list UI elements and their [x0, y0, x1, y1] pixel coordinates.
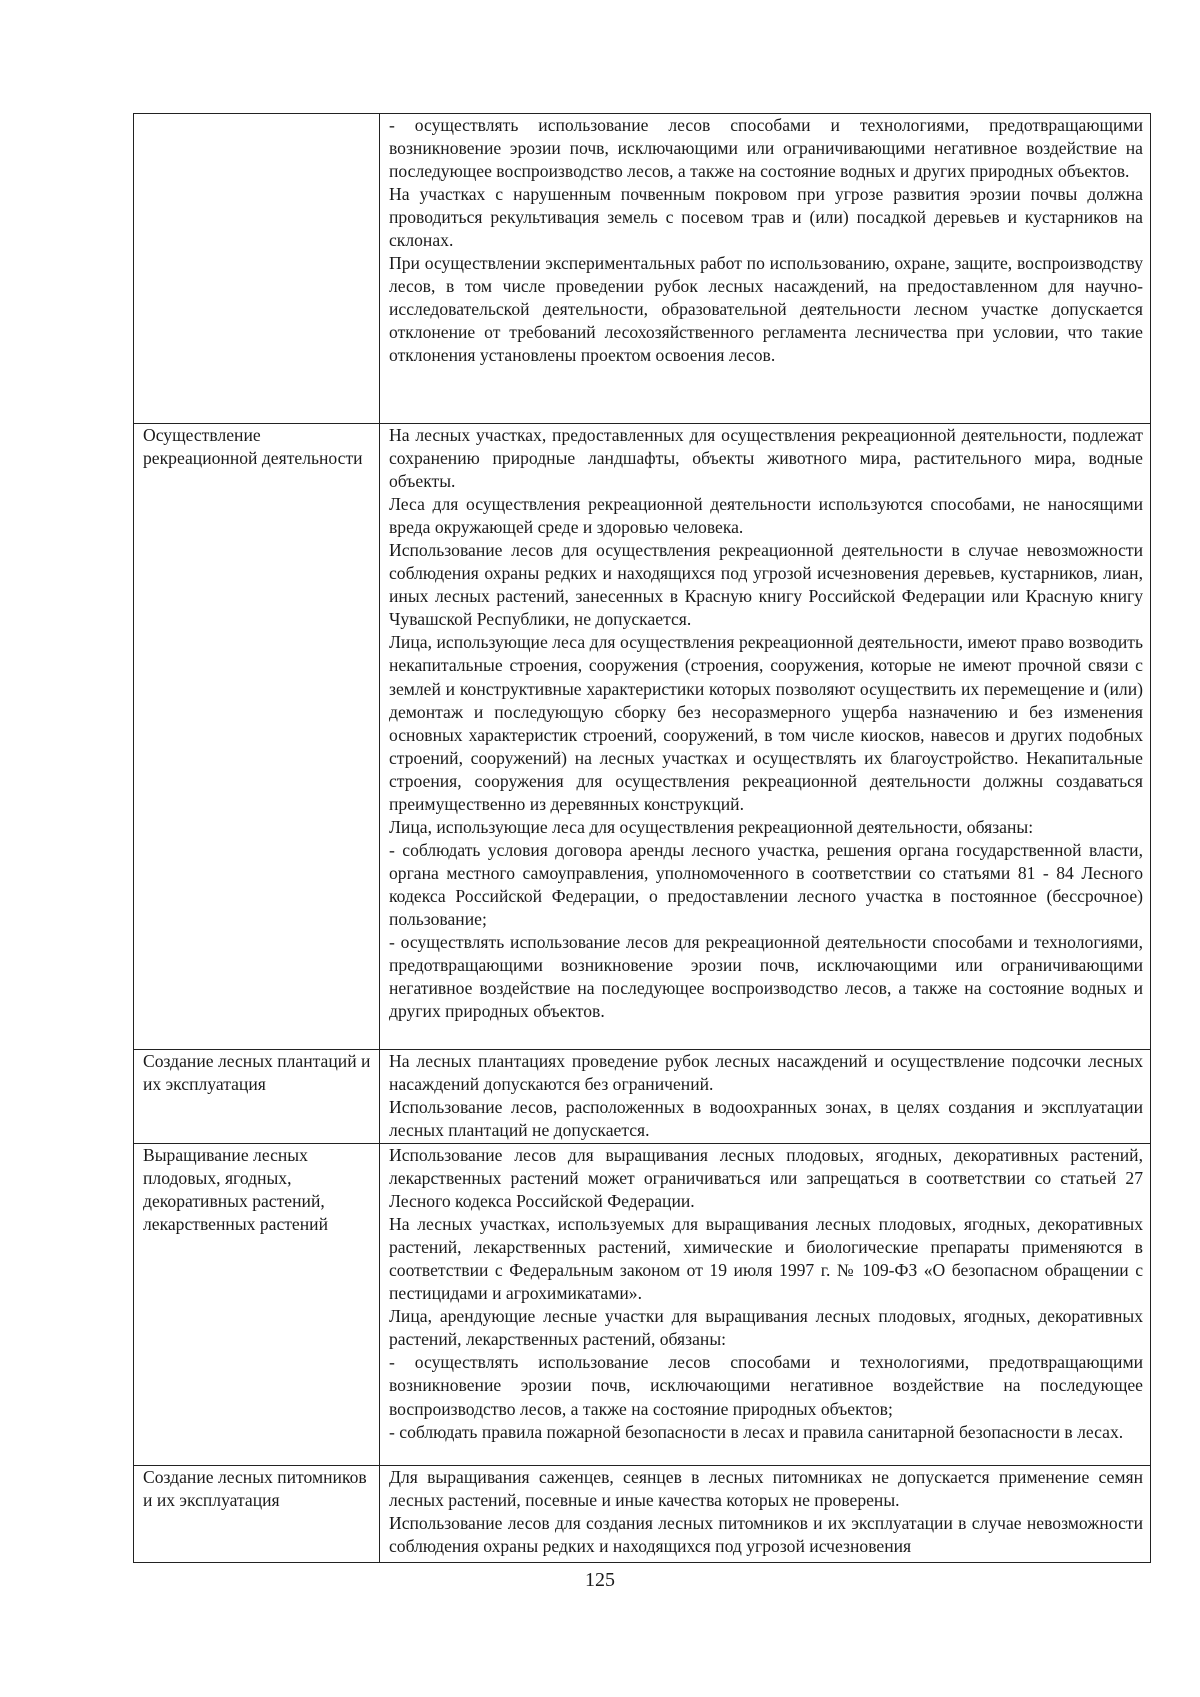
paragraph: На участках с нарушенным почвенным покровом при угрозе развития эрозии почвы должна проводиться рекультивация земель с посевом трав и (или) посадкой деревьев и кустарников на склонах. — [389, 184, 1143, 251]
paragraph: - соблюдать условия договора аренды лесного участка, решения органа государственной власти, органа местного самоуправления, уполномоченного в соответствии со статьями 81 - 84 Лесного кодекса Российской Федерации, о предоставлении лесного участка в постоянное (бессрочное) пользование; — [389, 839, 1143, 929]
table-row — [134, 1466, 1151, 1563]
paragraph: Использование лесов для выращивания лесных плодовых, ягодных, декоративных растений, лекарственных растений может ограничиваться или запрещаться в соответствии со статьей 27 Лесного кодекса Российской Федерации. — [389, 1145, 1143, 1212]
paragraph: Использование лесов для создания лесных питомников и их эксплуатации в случае невозможности соблюдения охраны редких и находящихся под угрозой исчезновения — [389, 1513, 1143, 1557]
requirements-cell — [380, 424, 1151, 1050]
paragraph: На лесных плантациях проведение рубок лесных насаждений и осуществление подсочки лесных насаждений допускаются без ограничений. — [389, 1051, 1143, 1095]
paragraph: - осуществлять использование лесов способами и технологиями, предотвращающими возникновение эрозии почв, исключающими или ограничивающими негативное воздействие на последующее воспроизводство лесов, а также на состояние водных и других природных объектов. — [389, 115, 1143, 182]
paragraph: Лица, использующие леса для осуществления рекреационной деятельности, имеют право возводить некапитальные строения, сооружения (строения, сооружения, которые не имеют прочной связи с землей и конструктивные характеристики которых позволяют осуществить их перемещение и (или) демонтаж и последующую сборку без несоразмерного ущерба назначению и без изменения основных характеристик строений, сооружений, в том числе киосков, навесов и других подобных строений, сооружений) на лесных участках и осуществлять их благоустройство. Некапитальные строения, сооружения для осуществления рекреационной деятельности должны создаваться преимущественно из деревянных конструкций. — [389, 632, 1143, 814]
table-row — [134, 1050, 1151, 1144]
page-number: 125 — [585, 1569, 615, 1591]
paragraph: При осуществлении экспериментальных работ по использованию, охране, защите, воспроизводству лесов, в том числе проведении рубок лесных насаждений, на предоставленном для научно-исследовательской деятельности, образовательной деятельности лесном участке допускается отклонение от требований лесохозяйственного регламента лесничества при условии, что такие отклонения установлены проектом освоения лесов. — [389, 253, 1143, 366]
activity-cell: Создание лесных плантаций и их эксплуатация — [134, 1050, 380, 1144]
paragraph: - соблюдать правила пожарной безопасности в лесах и правила санитарной безопасности в лесах. — [389, 1421, 1124, 1442]
paragraph: На лесных участках, используемых для выращивания лесных плодовых, ягодных, декоративных растений, лекарственных растений, химические и биологические препараты применяются в соответствии с Федеральным законом от 19 июля 1997 г. № 109-ФЗ «О безопасном обращении с пестицидами и агрохимикатами». — [389, 1214, 1143, 1304]
table-row — [134, 1144, 1151, 1466]
paragraph: - осуществлять использование лесов способами и технологиями, предотвращающими возникновение эрозии почв, исключающими негативное воздействие на последующее воспроизводство лесов, а также на состояние природных объектов; — [389, 1352, 1143, 1419]
paragraph: Леса для осуществления рекреационной деятельности используются способами, не наносящими вреда окружающей среде и здоровью человека. — [389, 494, 1143, 538]
requirements-cell — [380, 114, 1151, 424]
requirements-cell — [380, 1050, 1151, 1144]
paragraph: Лица, использующие леса для осуществления рекреационной деятельности, обязаны: — [389, 816, 1034, 837]
paragraph: Для выращивания саженцев, сеянцев в лесных питомниках не допускается применение семян лесных растений, посевные и иные качества которых не проверены. — [389, 1467, 1143, 1511]
paragraph: Лица, арендующие лесные участки для выращивания лесных плодовых, ягодных, декоративных растений, лекарственных растений, обязаны: — [389, 1306, 1143, 1350]
table-row — [134, 424, 1151, 1050]
paragraph: Использование лесов, расположенных в водоохранных зонах, в целях создания и эксплуатации лесных плантаций не допускается. — [389, 1097, 1143, 1141]
paragraph: - осуществлять использование лесов для рекреационной деятельности способами и технологиями, предотвращающими возникновение эрозии почв, исключающими или ограничивающими негативное воздействие на последующее воспроизводство лесов, а также на состояние водных и других природных объектов. — [389, 932, 1143, 1022]
activity-cell: Выращивание лесных плодовых, ягодных, декоративных растений, лекарственных растений — [134, 1144, 380, 1466]
requirements-cell — [380, 1144, 1151, 1466]
activity-cell: Осуществление рекреационной деятельности — [134, 424, 380, 1050]
regulation-table — [133, 113, 1151, 1563]
paragraph: Использование лесов для осуществления рекреационной деятельности в случае невозможности соблюдения охраны редких и находящихся под угрозой исчезновения деревьев, кустарников, лиан, иных лесных растений, занесенных в Красную книгу Российской Федерации или Красную книгу Чувашской Республики, не допускается. — [389, 540, 1143, 630]
activity-cell: Создание лесных питомников и их эксплуатация — [134, 1466, 380, 1563]
activity-cell — [134, 114, 380, 424]
requirements-cell — [380, 1466, 1151, 1563]
table-row — [134, 114, 1151, 424]
paragraph: На лесных участках, предоставленных для осуществления рекреационной деятельности, подлежат сохранению природные ландшафты, объекты животного мира, растительного мира, водные объекты. — [389, 425, 1143, 492]
